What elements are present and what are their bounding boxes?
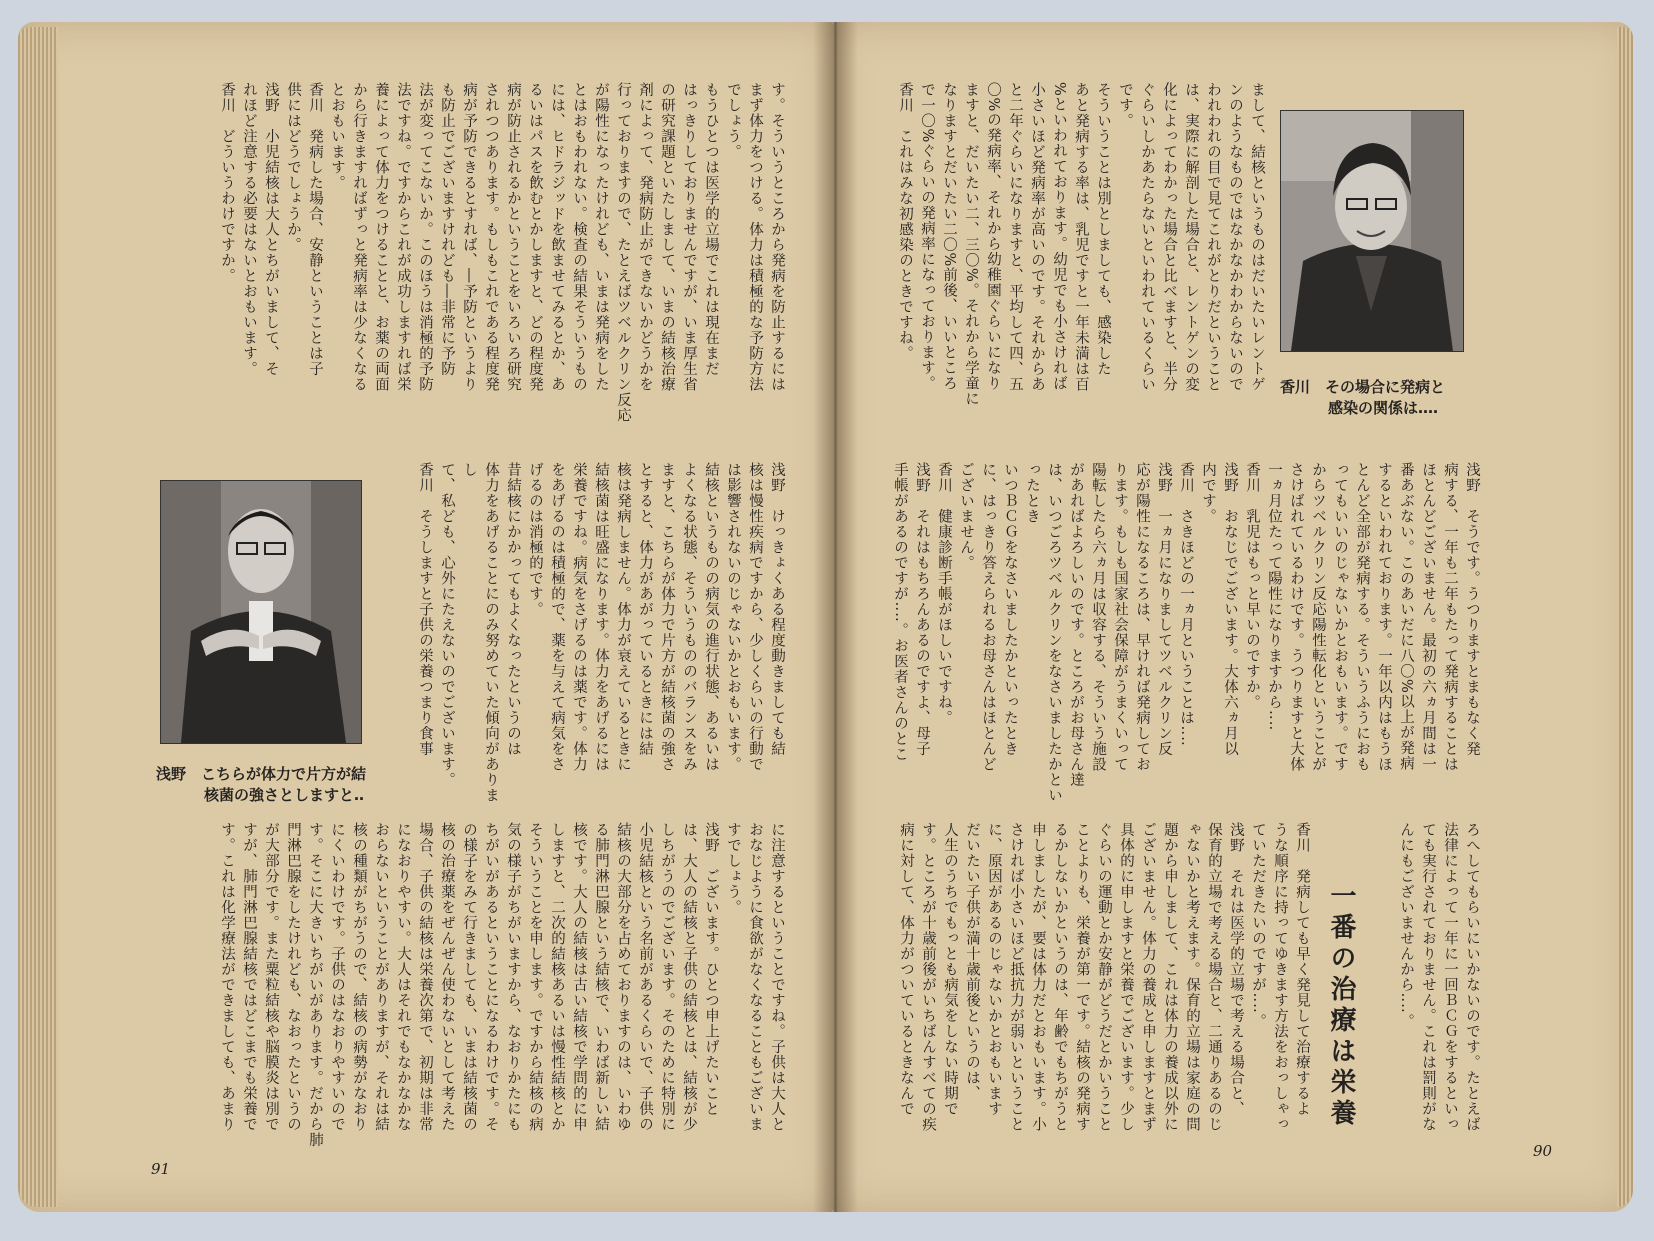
text-line: 結核菌は旺盛になります。体力をあげるには <box>593 462 609 772</box>
text-line: 応が陽性になるころは、早ければ発病してお <box>1134 462 1150 772</box>
text-line: が大部分です。また粟粒結核や脳膜炎は別で <box>263 822 279 1132</box>
man-portrait-icon <box>161 481 361 743</box>
text-line: 浅野 小児結核は大人とちがいまして、そ <box>263 82 279 377</box>
text-line: 小さいほど発病率が高いのです。それからあ <box>1029 82 1045 392</box>
text-line: と二年ぐらいになりますと、平均して四、五 <box>1007 82 1023 392</box>
text-line: すが、肺門淋巴腺結核ではどこまでも栄養で <box>241 822 257 1132</box>
page-edges-left <box>18 27 58 1207</box>
text-line: る肺門淋巴腺という結核で、いわば新しい結 <box>593 822 609 1132</box>
text-line: そういうことを申します。ですから結核の病 <box>527 822 543 1132</box>
text-line: ことよりも、栄養が第一です。結核の発病す <box>1074 822 1090 1132</box>
right-lower-text-left <box>873 822 1313 1177</box>
text-line: す。ところが十歳前後がいちばんすべての疾 <box>920 822 936 1132</box>
text-line: から行きますればずっと発病率は少なくなる <box>351 82 367 392</box>
left-middle-text <box>378 462 788 807</box>
text-line: るいはパスを飲むとかしますと、どの程度発 <box>527 82 543 392</box>
right-lower-text-right <box>1373 822 1483 1177</box>
text-line: はっきりしておりませんですが、いま厚生省 <box>681 82 697 392</box>
text-line: もうひとつは医学的立場でこれは現在まだ <box>703 82 719 377</box>
text-line: ございません。体力の養成と申しますとまず <box>1140 822 1156 1132</box>
text-line: 法ですね。ですからこれが成功しますれば栄 <box>395 82 411 392</box>
text-line: の様子をみて行きましても、いまは結核菌の <box>461 822 477 1132</box>
text-line: 内です。 <box>1200 462 1216 524</box>
text-line: にくいわけです。子供のはなおりやすいので <box>329 822 345 1132</box>
text-line: 法が変ってこないか。このほうは消極的予防 <box>417 82 433 392</box>
text-line: されつつあります。もしもこれである程度発 <box>483 82 499 392</box>
caption-line: 感染の関係は‥‥ <box>1328 399 1439 417</box>
text-line: ますと、こちらが体力で片方が結核菌の強さ <box>659 462 675 772</box>
text-line: 浅野 ございます。ひとつ申上げたいこと <box>703 822 719 1117</box>
text-line: 核です。大人の結核は古い結核で学問的に申 <box>571 822 587 1132</box>
text-line: 申しましたが、要は体力だとおもいます。小 <box>1030 822 1046 1132</box>
text-line: 浅野 おなじでございます。大体六ヵ月以 <box>1222 462 1238 757</box>
text-line: 香川 健康診断手帳がほしいですね。 <box>936 462 952 726</box>
text-line: ゃないかと考えます。保育的立場は家庭の問 <box>1184 822 1200 1132</box>
text-line: て、私ども、心外にたえないのでございます。 <box>439 462 455 788</box>
text-line: 病が予防できるとすれば、―予防というより <box>461 82 477 392</box>
text-line: 人生のうちでもっとも病気をしない時期で <box>942 822 958 1117</box>
text-line: 香川 これはみな初感染のときですね。 <box>897 82 913 361</box>
text-line: をあげるのは積極的で、薬を与えて病気をさ <box>549 462 565 772</box>
text-line: 浅野 それはもちろんあるのですよ、母子 <box>914 462 930 757</box>
text-line: おらないということがありますが、それは結 <box>373 822 389 1132</box>
text-line: れほど注意する必要はないとおもいます。 <box>241 82 257 377</box>
right-middle-text <box>873 462 1483 807</box>
text-line: われわれの目で見てこれがとりだということ <box>1205 82 1221 392</box>
text-line: 法律によって一年に一回ＢＣＧをするといっ <box>1442 822 1458 1132</box>
text-line: 核の治療薬をぜんぜん使わないとして考えた <box>439 822 455 1132</box>
text-line: すでしょう。 <box>725 822 741 915</box>
text-line: 香川 どういうわけですか。 <box>219 82 235 284</box>
text-line: 浅野 けっきょくある程度動きましても結 <box>769 462 785 757</box>
text-line: ますと、だいたい二、三〇%。それから学童に <box>963 82 979 407</box>
text-line: 具体的に申しますと栄養でございます。少し <box>1118 822 1134 1132</box>
text-line: の研究課題といたしまして、いまの結核治療 <box>659 82 675 392</box>
text-line: で一〇%ぐらいの発病率になっております。 <box>919 82 935 392</box>
caption-line: 浅野 こちらが体力で片方が結 <box>156 765 367 783</box>
text-line: 核の種類がちがうので、結核の病勢がなおり <box>351 822 367 1132</box>
text-line: まず体力をつける。体力は積極的な予防方法 <box>747 82 763 392</box>
text-line: 浅野 それは医学的立場で考える場合と、 <box>1228 822 1244 1117</box>
text-line: 結核というものの病気の進行状態、あるいは <box>703 462 719 772</box>
text-line: ちがいがあるということになるわけです。そ <box>483 822 499 1132</box>
text-line: あと発病する率は、乳児ですと一年未満は百 <box>1073 82 1089 392</box>
text-line: 浅野 そうです。うつりますとまもなく発 <box>1464 462 1480 757</box>
text-line: 体力をあげることにのみ努めていた傾向がありまし <box>461 462 499 803</box>
text-line: 核は発病しません。体力が衰えているときに <box>615 462 631 772</box>
text-line: ほとんどございません。最初の六ヵ月間は一 <box>1420 462 1436 772</box>
portrait-photo-kagawa <box>1280 110 1464 352</box>
text-line: になおりやすい。大人はそれでもなかなかな <box>395 822 411 1132</box>
text-line: %といわれております。幼児でも小さければ <box>1051 82 1067 392</box>
text-line: 核は慢性疾病ですから、少しくらいの行動で <box>747 462 763 772</box>
text-line: さけばれているわけです。うつりますと大体 <box>1288 462 1304 772</box>
text-line: 気の様子がちがいますから、なおりかたにも <box>505 822 521 1132</box>
text-line: 保育的立場で考える場合と、二通りあるのじ <box>1206 822 1222 1132</box>
text-line: とはおもわれない。検査の結果そういうもの <box>571 82 587 392</box>
text-line: 病する、一年も二年もたって発病することは <box>1442 462 1458 772</box>
text-line: 病が防止されるかということをいろいろ研究 <box>505 82 521 392</box>
text-line: 香川 発病しても早く発見して治療するよ <box>1294 822 1310 1117</box>
text-line: だいたい子供が満十歳前後というのは、 <box>964 822 980 1101</box>
text-line: ンのようなものではなかなかわからないので <box>1227 82 1243 392</box>
text-line: 剤によって、発病防止ができないかどうかを <box>637 82 653 392</box>
text-line: 結核の大部分を占めておりますのは、いわゆ <box>615 822 631 1132</box>
text-line: るかしないかというのは、年齢でもちがうと <box>1052 822 1068 1132</box>
text-line: 栄養ですね。病気をさげるのは薬です。体力 <box>571 462 587 772</box>
text-line: 養によって体力をつけることと、お薬の両面 <box>373 82 389 392</box>
text-line: するといわれております。一年以内はもうほ <box>1376 462 1392 772</box>
text-line: 供にはどうでしょうか。 <box>285 82 301 253</box>
text-line: ていただきたいのですが‥‥。 <box>1250 822 1266 1030</box>
text-line: からツベルクリン反応陽性転化ということが <box>1310 462 1326 772</box>
text-line: 香川 そうしますと子供の栄養つまり食事 <box>417 462 433 757</box>
book-spread <box>18 22 1638 1222</box>
right-page <box>833 22 1633 1212</box>
text-line: まして、結核というものはだいたいレントゲ <box>1249 82 1265 392</box>
text-line: とおもいます。 <box>329 82 345 191</box>
text-line: しますと、二次的結核あるいは慢性結核とか <box>549 822 565 1132</box>
text-line: 小児結核という名前があるくらいで、子供の <box>637 822 653 1132</box>
text-line: しちがうのでございます。そのために特別に <box>659 822 675 1132</box>
text-line: ぐらいしかあたらないといわれているくらい <box>1139 82 1155 392</box>
text-line: 一ヵ月位たって陽性になりますから‥‥ <box>1266 462 1282 732</box>
text-line: は影響されないのじゃないかとおもいます。 <box>725 462 741 772</box>
text-line: 題から申しまして、これは体力の養成以外に <box>1162 822 1178 1132</box>
page-number-right: 90 <box>1533 1142 1553 1160</box>
text-line: 番あぶない。このあいだに八〇%以上が発病 <box>1398 462 1414 772</box>
text-line: す。これは化学療法ができましても、あまり <box>219 822 235 1132</box>
left-page <box>18 22 833 1212</box>
text-line: に、はっきり答えられるお母さんはほとんど <box>980 462 996 772</box>
text-line: は、いつごろツベルクリンをなさいましたかといったとき <box>1024 462 1062 803</box>
text-line: なりますとだいたい二〇%前後、いいところ <box>941 82 957 392</box>
text-line: す。そこに大きいちがいがあります。だから肺 <box>307 822 323 1148</box>
text-line: 場合、子供の結核は栄養次第で、初期は非常 <box>417 822 433 1132</box>
text-line: ございません。 <box>958 462 974 571</box>
text-line: に、原因があるのじゃないかとおもいます <box>986 822 1002 1117</box>
text-line: でしょう。 <box>725 82 741 160</box>
section-heading: 一番の治療は栄養 <box>1326 882 1356 1130</box>
photo-caption-right <box>1280 377 1500 419</box>
text-line: 〇%の発病率、それから幼稚園ぐらいになり <box>985 82 1001 392</box>
text-line: には、ヒドラジッドを飲ませてみるとか、あ <box>549 82 565 392</box>
text-line: です。 <box>1117 82 1133 129</box>
text-line: 浅野 一ヵ月になりましてツベルクリン反 <box>1156 462 1172 757</box>
left-lower-text <box>148 822 788 1177</box>
right-upper-text <box>873 82 1268 432</box>
text-line: とんど全部が発病する。そういうふうにおも <box>1354 462 1370 772</box>
portrait-photo-asano <box>160 480 362 744</box>
text-line: があればよろしいのです。ところがお母さん達 <box>1068 462 1084 788</box>
page-edges-right <box>1617 27 1633 1207</box>
woman-portrait-icon <box>1281 111 1463 351</box>
text-line: ります。もしも国家社会保障がうまくいって <box>1112 462 1128 772</box>
text-line: 門淋巴腺をしたけれども、なおったというの <box>285 822 301 1132</box>
text-line: に注意するということですね。子供は大人と <box>769 822 785 1132</box>
text-line: うな順序に持ってゆきます方法をおっしゃっ <box>1272 822 1288 1132</box>
text-line: 化によってわかった場合と比べますと、半分 <box>1161 82 1177 392</box>
text-line: とすると、体力があがっているときには結 <box>637 462 653 757</box>
text-line: よくなる状態、そういうもののバランスをみ <box>681 462 697 772</box>
text-line: は、実際に解剖した場合と、レントゲンの変 <box>1183 82 1199 392</box>
text-line: 香川 さきほどの一ヵ月ということは‥‥ <box>1178 462 1194 747</box>
text-line: 行っておりますので、たとえばツベルクリン反応 <box>615 82 631 423</box>
book-gutter <box>813 22 858 1212</box>
caption-line: 香川 その場合に発病と <box>1280 378 1446 396</box>
left-upper-text <box>148 82 788 442</box>
text-line: が陽性になったけれども、いまは発病をした <box>593 82 609 392</box>
text-line: ろへしてもらいにいかないのです。たとえば <box>1464 822 1480 1132</box>
text-line: ても実行されておりません。これは罰則がな <box>1420 822 1436 1132</box>
photo-caption-left <box>156 764 416 806</box>
text-line: も防止でございますけれども―非常に予防 <box>439 82 455 377</box>
text-line: ぐらいの運動とか安静がどうだとかいうこと <box>1096 822 1112 1132</box>
text-line: さければ小さいほど抵抗力が弱いということ <box>1008 822 1024 1132</box>
text-line: す。そういうところから発病を防止するには <box>769 82 785 392</box>
text-line: 手帳があるのですが‥‥。お医者さんのとこ <box>892 462 908 763</box>
text-line: 昔結核にかかってもよくなったというのは <box>505 462 521 757</box>
text-line: ってもいいのじゃないかとおもいます。です <box>1332 462 1348 772</box>
text-line: 病に対して、体力がついているときなんで <box>898 822 914 1117</box>
text-line: 陽転したら六ヵ月は収容する、そういう施設 <box>1090 462 1106 772</box>
text-line: そういうことは別としましても、感染した <box>1095 82 1111 377</box>
text-line: げるのは消極的です。 <box>527 462 543 617</box>
text-line: いつＢＣＧをなさいましたかといったとき <box>1002 462 1018 757</box>
page-number-left: 91 <box>151 1160 171 1178</box>
text-line: は、大人の結核と子供の結核とは、結核が少 <box>681 822 697 1132</box>
text-line: んにもございませんから‥‥。 <box>1398 822 1414 1030</box>
text-line: 香川 発病した場合、安静ということは子 <box>307 82 323 377</box>
text-line: 香川 乳児はもっと早いのですか。 <box>1244 462 1260 710</box>
text-line: おなじように食欲がなくなることもございま <box>747 822 763 1132</box>
caption-line: 核菌の強さとしますと‥ <box>204 786 365 804</box>
